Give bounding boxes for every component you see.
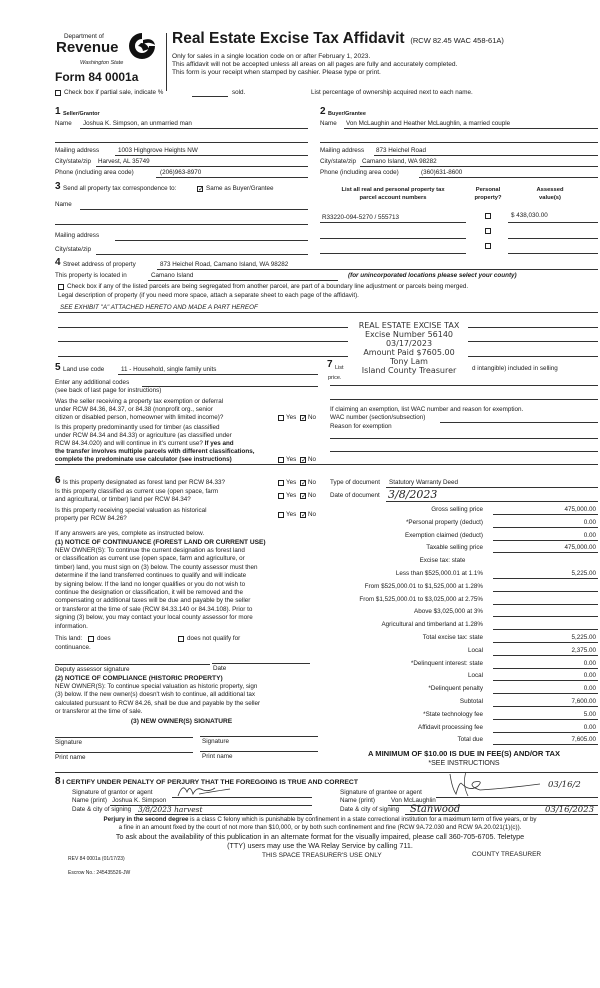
tax-row-value-field[interactable]: 5,225.00 xyxy=(571,634,596,641)
header-divider xyxy=(166,33,167,91)
check-icon: ✓ xyxy=(198,186,204,193)
perjury-text: is a class C felony which is punishable by confinement in a state correctional institution for a maximum term of five years, or by xyxy=(188,816,537,823)
grantee-signature-label: Signature of grantee or agent xyxy=(340,789,422,796)
buyer-name-line-2[interactable] xyxy=(320,142,598,143)
parcel-number-field[interactable] xyxy=(320,253,466,254)
county-note: (for unincorporated locations please select your county) xyxy=(348,272,517,279)
assessed-value-field[interactable]: $ 438,030.00 xyxy=(511,212,548,219)
does-not-label: does not qualify for xyxy=(187,635,241,642)
no-label: No xyxy=(308,456,317,463)
header-line-2: This affidavit will not be accepted unless all areas on all pages are fully and accurately completed. xyxy=(172,61,458,68)
tax-row-label: Affidavit processing fee xyxy=(418,723,483,731)
seller-name-label: Name xyxy=(55,120,72,127)
does-label: does xyxy=(97,635,111,642)
tax-row-value-field[interactable]: 2,375.00 xyxy=(571,646,596,654)
perjury-notice-2: a fine in an amount fixed by the court of not more than $10,000, or by both such confinement and fine (RCW 9A.72.030 and RCW 9A.20.021(1)(c)). xyxy=(118,824,522,831)
land-use-label: Land use code xyxy=(63,366,105,373)
additional-codes-field[interactable] xyxy=(142,386,318,387)
tax-row-value-field[interactable]: 475,000.00 xyxy=(564,544,596,552)
yes-label: Yes xyxy=(286,414,297,421)
wac-field[interactable] xyxy=(440,422,598,423)
legal-description-field[interactable]: SEE EXHIBIT "A" ATTACHED HERETO AND MADE A PART HEREOF xyxy=(60,304,258,311)
historic-yes-checkbox[interactable] xyxy=(278,512,284,518)
located-field[interactable]: Camano Island xyxy=(151,272,194,279)
tax-row-label: Subtotal xyxy=(459,698,483,705)
timber-question-text: Is this property predominantly used for timber (as classified under RCW 84.34 and 84.33) or agriculture (as classified under RCW 84.34.020) and will continue in it's current use? xyxy=(55,424,232,447)
personal-property-checkbox[interactable] xyxy=(485,228,491,234)
seller-city-label: City/state/zip xyxy=(55,158,92,165)
tax-row-label: Total excise tax: state xyxy=(422,634,483,641)
tax-row-label: Exemption claimed (deduct) xyxy=(404,531,483,539)
deputy-signature-field[interactable] xyxy=(55,664,210,665)
new-owner-signature-title: (3) NEW OWNER(S) SIGNATURE xyxy=(130,718,233,725)
tax-row-value-field[interactable]: 0.00 xyxy=(583,723,596,731)
parcel-number-field[interactable] xyxy=(320,238,466,239)
property-number: 4 xyxy=(55,257,61,268)
owner-signature-field[interactable] xyxy=(200,736,318,737)
seller-city-field[interactable]: Harvest, AL 35749 xyxy=(98,158,150,165)
perjury-notice-1 xyxy=(40,816,600,824)
seller-mailing-label: Mailing address xyxy=(55,147,100,154)
document-date-label: Date of document xyxy=(330,492,380,499)
check-icon: ✓ xyxy=(301,415,307,422)
tax-row-label: *Personal property (deduct) xyxy=(405,518,483,526)
land-use-number: 5 xyxy=(55,362,61,373)
check-icon: ✓ xyxy=(301,480,307,487)
historic-question: Is this property receiving special valuation as historical property per RCW 84.26? xyxy=(55,507,207,522)
wac-label: WAC number (section/subsection) xyxy=(330,414,426,421)
owner-print-name-field[interactable] xyxy=(200,751,318,752)
located-label: This property is located in xyxy=(55,272,127,279)
corr-name-label: Name xyxy=(55,201,72,208)
tax-row-label: From $525,000.01 to $1,525,000 at 1.28% xyxy=(364,582,483,590)
corr-mailing-field[interactable] xyxy=(115,240,308,241)
grantee-name-label: Name (print) xyxy=(340,797,375,804)
tax-row-value-field[interactable]: 5.00 xyxy=(583,710,596,718)
legal-label: Legal description of property (if you need more space, attach a separate sheet to each page of the affidavit). xyxy=(58,292,359,299)
county-treasurer-label: COUNTY TREASURER xyxy=(472,851,542,858)
yes-label: Yes xyxy=(286,456,297,463)
tax-row-value-field[interactable]: 0.00 xyxy=(583,659,596,667)
corr-city-field[interactable] xyxy=(96,254,308,255)
timber-question-bold: the transfer involves multiple parcels with different classifications, xyxy=(55,448,255,455)
item7-number: 7 xyxy=(327,359,333,370)
grantor-name-field[interactable]: Joshua K. Simpson xyxy=(112,797,167,804)
corr-name-line-2[interactable] xyxy=(55,224,308,225)
grantee-city-field[interactable]: Stanwood xyxy=(410,804,461,815)
timber-no-checkbox[interactable] xyxy=(300,457,306,463)
notice-continuance-body: NEW OWNER(S): To continue the current designation as forest land or classification as current use (open space, farm and agriculture, or timber) land, you must sign on (3) below. The county assessor must then determine if the land transferred continues to qualify and will indicate by signing below. If the land no longer qualifies or you do not wish to continue the designation or classification, it will be removed and the compensating or additional taxes will be due and payable by the seller or transferor at the time of sale (RCW 84.33.140 or 84.34.108). Prior to signing (3) below, you may contact your local county assessor for more information. xyxy=(55,547,258,630)
document-type-field[interactable]: Statutory Warranty Deed xyxy=(389,479,459,486)
land-use-field[interactable]: 11 - Household, single family units xyxy=(121,366,217,373)
item7-price: price. xyxy=(328,375,342,381)
tax-row-label: From $1,525,000.01 to $3,025,000 at 2.75% xyxy=(359,595,483,603)
tax-row-label: Local xyxy=(467,672,483,680)
no-label: No xyxy=(308,492,317,499)
tax-row-label: Excise tax: state xyxy=(419,557,466,565)
buyer-mailing-label: Mailing address xyxy=(320,147,365,154)
logo-dept-of: Department of xyxy=(64,33,104,40)
buyer-city-field[interactable]: Camano Island, WA 98282 xyxy=(362,158,437,165)
partial-sale-checkbox[interactable] xyxy=(55,90,61,96)
accessibility-note-2: (TTY) users may use the WA Relay Service by calling 711. xyxy=(227,841,413,850)
document-date-field[interactable]: 3/8/2023 xyxy=(388,488,438,501)
certify-number: 8 xyxy=(55,776,61,787)
this-land-label: This land: xyxy=(55,635,83,642)
corr-city-label: City/state/zip xyxy=(55,246,92,253)
buyer-mailing-field[interactable]: 873 Heichel Road xyxy=(376,147,427,154)
stamp-name: Tony Lam xyxy=(390,357,428,366)
print-name-label: Print name xyxy=(202,753,233,760)
seller-name-line-2[interactable] xyxy=(55,142,308,143)
tax-row-value-field[interactable]: 0.00 xyxy=(583,672,596,680)
stamp-office: Island County Treasurer xyxy=(361,366,457,375)
parcel-number-field[interactable]: R33220-094-5270 / 555713 xyxy=(322,214,400,221)
buyer-city-label: City/state/zip xyxy=(320,158,357,165)
partial-sale-label: Check box if partial sale, indicate % xyxy=(64,89,164,96)
grantee-name-field[interactable]: Von McLaughlin xyxy=(391,797,436,804)
buyer-phone-label: Phone (including area code) xyxy=(320,169,399,176)
page-title: Real Estate Excise Tax Affidavit xyxy=(172,30,405,47)
check-icon: ✓ xyxy=(301,457,307,464)
tax-row-value-field[interactable]: 0.00 xyxy=(583,518,596,526)
parcel-header: List all real and personal property tax parcel account numbers xyxy=(341,187,445,201)
street-label: Street address of property xyxy=(63,261,136,268)
partial-sold-label: sold. xyxy=(232,89,246,96)
see-instructions: *SEE INSTRUCTIONS xyxy=(428,760,500,767)
tax-row-label: Above $3,025,000 at 3% xyxy=(414,608,483,616)
tax-row-label: *Delinquent interest: state xyxy=(410,659,483,667)
reason-field[interactable] xyxy=(330,438,598,439)
additional-codes-label: Enter any additional codes xyxy=(55,379,130,386)
seller-mailing-field[interactable]: 1003 Highgrove Heights NW xyxy=(118,147,198,154)
buyer-phone-field[interactable]: (360)631-8600 xyxy=(421,169,463,176)
tax-row-label: Gross selling price xyxy=(431,506,483,513)
grantee-signature[interactable] xyxy=(440,770,550,798)
current-use-yes-checkbox[interactable] xyxy=(278,493,284,499)
stamp-title: REAL ESTATE EXCISE TAX xyxy=(358,321,460,330)
tax-row-value-field[interactable]: 475,000.00 xyxy=(564,506,596,513)
revision-number: REV 84 0001a (01/17/23) xyxy=(68,856,125,862)
title-citation: (RCW 82.45 WAC 458-61A) xyxy=(410,36,504,45)
forest-question: Is this property designated as forest land per RCW 84.33? xyxy=(63,479,226,486)
exemption-claim-label: If claiming an exemption, list WAC number and reason for exemption. xyxy=(330,406,524,413)
segregated-label: Check box if any of the listed parcels are being segregated from another parcel, are part of a boundary line adjustment or parcels being merged. xyxy=(67,283,469,290)
header-line-3: This form is your receipt when stamped by cashier. Please type or print. xyxy=(172,69,381,76)
if-any-note: If any answers are yes, complete as instructed below. xyxy=(55,530,205,537)
item7-text: d intangible) included in selling xyxy=(472,365,558,372)
reason-label: Reason for exemption xyxy=(330,423,392,430)
same-as-buyer-label: Same as Buyer/Grantee xyxy=(206,185,274,192)
no-label: No xyxy=(308,511,317,518)
check-icon: ✓ xyxy=(301,512,307,519)
item7-list: List xyxy=(335,365,344,371)
deputy-date-label: Date xyxy=(213,665,227,672)
grantee-signature-date[interactable]: 03/16/2 xyxy=(548,780,581,790)
assessed-header: Assessed value(s) xyxy=(536,187,564,201)
header-line-1: Only for sales in a single location code on or after February 1, 2023. xyxy=(172,53,371,60)
escrow-number: Escrow No.: 245435526-JW xyxy=(68,870,131,876)
document-type-label: Type of document xyxy=(330,479,381,486)
stamp-amount: Amount Paid $7605.00 xyxy=(363,348,455,357)
tax-row-value-field[interactable]: 0.00 xyxy=(583,531,596,539)
owner-print-name-field[interactable] xyxy=(55,752,193,753)
seller-phone-field[interactable]: (206)963-8970 xyxy=(160,169,202,176)
certify-title: I CERTIFY UNDER PENALTY OF PERJURY THAT THE FOREGOING IS TRUE AND CORRECT xyxy=(62,779,358,786)
accessibility-note-1: To ask about the availability of this publication in an alternate format for the visually impaired, please call 360-705-6705. Teletype xyxy=(115,832,525,841)
logo-state: Washington State xyxy=(80,60,124,66)
additional-codes-note: (see back of last page for instructions) xyxy=(55,387,162,394)
does-not-checkbox[interactable] xyxy=(178,636,184,642)
exemption-question: Was the seller receiving a property tax exemption or deferral under RCW 84.36, 84.37, or 84.38 (nonprofit org., senior citizen or disabled person, homeowner with limited income)? xyxy=(55,398,224,421)
notice-compliance-body: NEW OWNER(S): To continue special valuation as historic property, sign (3) below. If the new owner(s) doesn't wish to continue, all additional tax calculated pursuant to RCW 84.26, shall be due and payable by the seller or transferor at the time of sale. xyxy=(55,683,261,716)
tax-row-value-field[interactable]: 5,225.00 xyxy=(571,570,596,577)
yes-label: Yes xyxy=(286,479,297,486)
treasurer-use-label: THIS SPACE TREASURER'S USE ONLY xyxy=(262,852,382,859)
print-name-label: Print name xyxy=(55,754,86,761)
stamp-date: 03/17/2023 xyxy=(385,339,433,348)
timber-question xyxy=(55,424,234,448)
signature-label: Signature xyxy=(202,738,229,745)
seller-heading: Seller/Grantor xyxy=(63,111,100,117)
buyer-number: 2 xyxy=(320,106,326,117)
seller-number: 1 xyxy=(55,106,61,117)
current-use-no-checkbox[interactable] xyxy=(300,493,306,499)
tax-row-label: *Delinquent penalty xyxy=(428,685,483,693)
forest-no-checkbox[interactable] xyxy=(300,480,306,486)
item7-field[interactable] xyxy=(330,385,598,386)
item7-field[interactable] xyxy=(330,399,598,400)
tax-row-value-field[interactable]: 7,600.00 xyxy=(571,698,596,705)
buyer-name-label: Name xyxy=(320,120,337,127)
notice-continuance-title: (1) NOTICE OF CONTINUANCE (FOREST LAND OR CURRENT USE) xyxy=(55,539,266,546)
signature-label: Signature xyxy=(55,739,82,746)
predominate-use-link[interactable]: complete the predominate use calculator (see instructions) xyxy=(55,456,232,463)
perjury-bold: Perjury in the second degree xyxy=(103,816,189,823)
grantor-date-label: Date & city of signing xyxy=(72,806,132,813)
correspondence-number: 3 xyxy=(55,181,61,192)
yes-label: Yes xyxy=(286,511,297,518)
personal-header: Personal property? xyxy=(474,187,502,201)
tax-row-label: Less than $525,000.01 at 1.1% xyxy=(395,570,483,577)
grantor-date-field[interactable]: 3/8/2023 harvest xyxy=(138,805,203,814)
forest-yes-checkbox[interactable] xyxy=(278,480,284,486)
timber-question-bold: If yes and xyxy=(204,440,234,447)
assessed-value-field[interactable] xyxy=(508,253,598,254)
seller-phone-label: Phone (including area code) xyxy=(55,169,134,176)
tax-row-label: *State technology fee xyxy=(423,710,483,718)
corr-mailing-label: Mailing address xyxy=(55,232,100,239)
tax-row-label: Total due xyxy=(457,736,483,744)
segregated-checkbox[interactable] xyxy=(58,284,64,290)
item6-number: 6 xyxy=(55,475,61,486)
tax-row-value-field[interactable]: 0.00 xyxy=(583,685,596,693)
check-icon: ✓ xyxy=(301,493,307,500)
street-field[interactable]: 873 Heichel Road, Camano Island, WA 98282 xyxy=(160,261,289,268)
no-label: No xyxy=(308,414,317,421)
deputy-date-field[interactable] xyxy=(212,663,310,664)
logo-revenue: Revenue xyxy=(56,39,119,56)
yes-label: Yes xyxy=(286,492,297,499)
notice-compliance-title: (2) NOTICE OF COMPLIANCE (HISTORIC PROPERTY) xyxy=(55,675,223,682)
dor-emblem-icon xyxy=(127,31,157,61)
assessed-value-field[interactable] xyxy=(508,238,598,239)
timber-yes-checkbox[interactable] xyxy=(278,457,284,463)
tax-row-label: Taxable selling price xyxy=(426,544,483,552)
grantor-signature-label: Signature of grantor or agent xyxy=(72,789,153,796)
owner-signature-field[interactable] xyxy=(55,737,193,738)
seller-name-field[interactable]: Joshua K. Simpson, an unmarried man xyxy=(83,120,192,127)
buyer-heading: Buyer/Grantee xyxy=(328,111,366,117)
grantee-date-field[interactable]: 03/16/2023 xyxy=(545,805,594,815)
minimum-due-note: A MINIMUM OF $10.00 IS DUE IN FEE(S) AND/OR TAX xyxy=(367,749,561,758)
current-use-question: Is this property classified as current use (open space, farm and agricultural, or timber) land per RCW 84.34? xyxy=(55,488,219,503)
ownership-note: List percentage of ownership acquired next to each name. xyxy=(311,89,473,96)
exemption-no-checkbox[interactable] xyxy=(300,415,306,421)
correspondence-label: Send all property tax correspondence to: xyxy=(63,185,177,192)
grantor-name-label: Name (print) xyxy=(72,797,107,804)
title-row xyxy=(172,30,504,51)
tax-row-label: Agricultural and timberland at 1.28% xyxy=(381,621,483,629)
historic-no-checkbox[interactable] xyxy=(300,512,306,518)
buyer-name-field[interactable]: Von McLaughin and Heather McLaughlin, a married couple xyxy=(346,120,511,127)
same-as-buyer-checkbox[interactable] xyxy=(197,186,203,192)
no-label: No xyxy=(308,479,317,486)
partial-percent-field[interactable] xyxy=(192,96,228,97)
personal-property-checkbox[interactable] xyxy=(485,243,491,249)
personal-property-checkbox[interactable] xyxy=(485,213,491,219)
continuance-label: continuance. xyxy=(55,644,91,651)
stamp-excise-number: Excise Number 56140 xyxy=(364,330,454,339)
grantee-date-label: Date & city of signing xyxy=(340,806,400,813)
corr-name-field[interactable] xyxy=(80,209,308,210)
does-checkbox[interactable] xyxy=(88,636,94,642)
tax-row-label: Local xyxy=(467,646,483,654)
deputy-signature-label: Deputy assessor signature xyxy=(55,666,130,673)
exemption-yes-checkbox[interactable] xyxy=(278,415,284,421)
form-number: Form 84 0001a xyxy=(55,70,139,84)
tax-row-value-field[interactable]: 7,605.00 xyxy=(571,736,596,744)
